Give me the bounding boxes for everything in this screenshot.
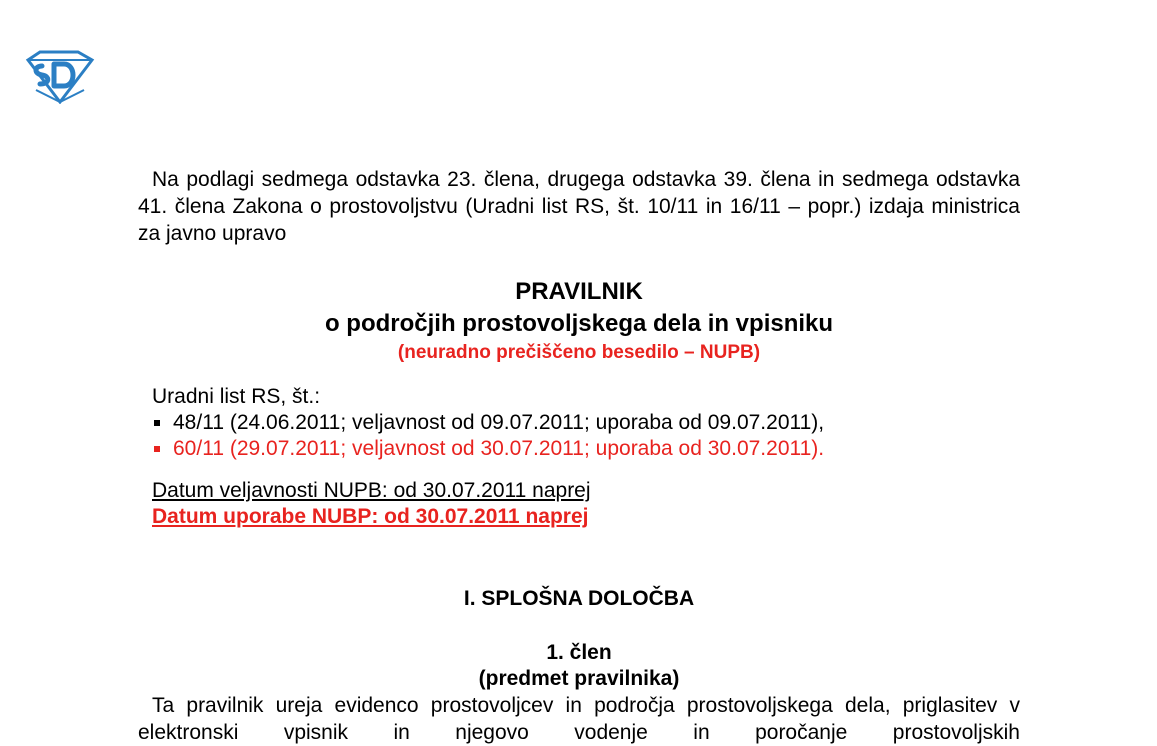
document-note: (neuradno prečiščeno besedilo – NUPB) [397, 342, 761, 363]
intro-paragraph [138, 166, 1020, 247]
document-page [138, 166, 1020, 746]
document-subtitle: o področjih prostovoljskega dela in vpisniku [324, 310, 834, 337]
application-date: Datum uporabe NUBP: od 30.07.2011 naprej [152, 505, 589, 528]
gazette-references [152, 384, 1020, 462]
document-title: PRAVILNIK [515, 278, 643, 305]
gazette-item [152, 410, 1020, 436]
dates-block [152, 478, 1020, 530]
article-number: 1. člen [546, 641, 612, 664]
title-block [138, 276, 1020, 366]
article-title: (predmet pravilnika) [478, 667, 680, 690]
article-body-text: Ta pravilnik ureja evidenco prostovoljcev in področja prostovoljskega dela, priglasitev v elektronski vpisnik in njegovo vodenje in poročanje prostovoljskih [138, 694, 1020, 744]
gazette-item-text: 60/11 (29.07.2011; veljavnost od 30.07.2011; uporaba od 30.07.2011). [173, 437, 825, 460]
intro-text: Na podlagi sedmega odstavka 23. člena, drugega odstavka 39. člena in sedmega odstavka 41. člena Zakona o prostovoljstvu (Uradni list RS, št. 10/11 in 16/11 – popr.) izdaja ministrica za javno upravo [138, 168, 1020, 245]
square-bullet-icon [154, 446, 160, 452]
validity-date: Datum veljavnosti NUPB: od 30.07.2011 naprej [152, 479, 591, 502]
sd-diamond-logo-icon [22, 50, 96, 104]
gazette-list [152, 410, 1020, 462]
gazette-item-text: 48/11 (24.06.2011; veljavnost od 09.07.2011; uporaba od 09.07.2011), [173, 411, 825, 434]
gazette-item [152, 436, 1020, 462]
article-body [138, 692, 1020, 746]
gazette-heading: Uradni list RS, št.: [152, 385, 321, 408]
square-bullet-icon [154, 420, 160, 426]
section-heading: I. SPLOŠNA DOLOČBA [463, 587, 695, 610]
